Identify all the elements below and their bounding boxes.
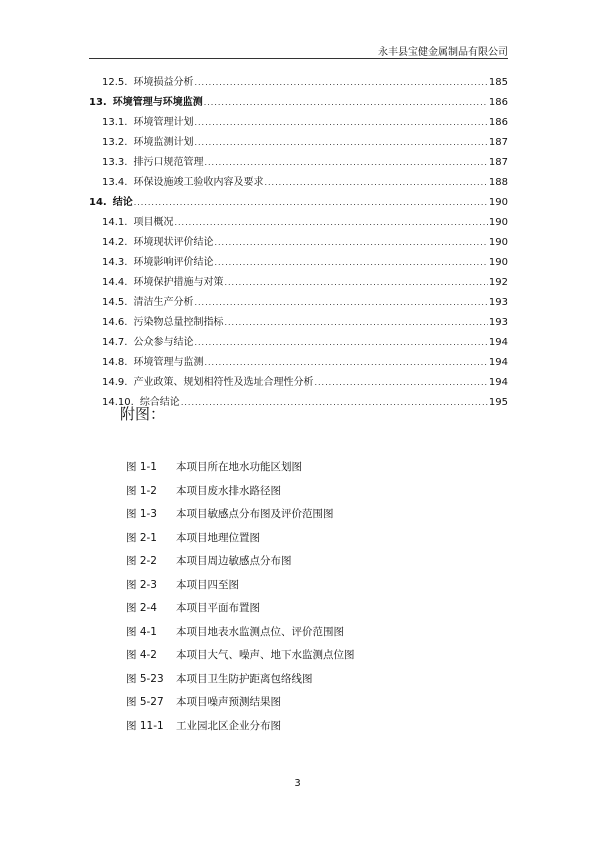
toc-leader-dots xyxy=(194,293,487,313)
toc-entry-page: 193 xyxy=(488,297,508,308)
toc-entry-title: 清洁生产分析 xyxy=(133,297,194,308)
figure-entry[interactable] xyxy=(126,715,355,739)
toc-entry-number: 14.7. xyxy=(102,337,128,348)
figure-number: 图 4-1 xyxy=(126,625,157,638)
toc-leader-dots xyxy=(214,233,487,253)
toc-entry-number: 13.3. xyxy=(102,157,128,168)
toc-entry[interactable] xyxy=(89,93,508,113)
figure-entry[interactable] xyxy=(126,621,355,645)
toc-entry-title: 项目概况 xyxy=(133,217,174,228)
figure-number: 图 1-2 xyxy=(126,484,157,497)
company-name: 永丰县宝健金属制品有限公司 xyxy=(378,47,508,58)
toc-leader-dots xyxy=(194,333,487,353)
toc-leader-dots xyxy=(204,153,487,173)
figure-number: 图 1-1 xyxy=(126,461,157,473)
toc-entry[interactable] xyxy=(89,233,508,253)
toc-entry-title: 环境管理与监测 xyxy=(133,357,204,368)
toc-entry-page: 190 xyxy=(488,217,508,228)
figure-title: 本项目噪声预测结果图 xyxy=(176,696,281,708)
toc-entry-number: 14.2. xyxy=(102,237,128,248)
toc-entry-page: 193 xyxy=(488,317,508,328)
toc-leader-dots xyxy=(181,393,488,413)
toc-entry[interactable] xyxy=(89,293,508,313)
figure-entry[interactable] xyxy=(126,644,355,668)
toc-leader-dots xyxy=(314,373,487,393)
toc-entry-title: 环境损益分析 xyxy=(133,77,194,88)
toc-entry[interactable] xyxy=(89,113,508,133)
figure-number: 图 2-1 xyxy=(126,531,157,544)
toc-entry-number: 13.2. xyxy=(102,137,128,148)
toc-entry-number: 14.1. xyxy=(102,217,128,228)
figure-number: 图 4-2 xyxy=(126,649,157,661)
figure-title: 本项目敏感点分布图及评价范围图 xyxy=(176,508,334,520)
toc-entry-page: 190 xyxy=(488,197,508,208)
toc-entry-page: 186 xyxy=(488,97,508,108)
figure-entry[interactable] xyxy=(126,550,355,574)
toc-entry[interactable] xyxy=(89,153,508,173)
toc-entry-page: 194 xyxy=(488,377,508,388)
toc-entry-number: 13.1. xyxy=(102,117,128,128)
toc-entry-number: 14.5. xyxy=(102,297,128,308)
toc-entry-title: 环保设施竣工验收内容及要求 xyxy=(133,177,264,188)
toc-entry-number: 14.10. xyxy=(102,397,134,408)
toc-entry-title: 环境保护措施与对策 xyxy=(133,277,224,288)
toc-entry-title: 环境现状评价结论 xyxy=(133,237,214,248)
figure-title: 本项目平面布置图 xyxy=(176,602,260,614)
toc-leader-dots xyxy=(204,93,488,113)
figure-entry[interactable] xyxy=(126,574,355,598)
toc-entry[interactable] xyxy=(89,133,508,153)
toc-entry-number: 13.4. xyxy=(102,177,128,188)
toc-entry-title: 综合结论 xyxy=(139,397,180,408)
toc-entry-page: 185 xyxy=(488,77,508,88)
figure-number: 图 2-2 xyxy=(126,555,157,567)
toc-entry-number: 14.8. xyxy=(102,357,128,368)
figure-title: 本项目大气、噪声、地下水监测点位图 xyxy=(176,649,355,661)
toc-entry[interactable] xyxy=(89,373,508,393)
figure-entry[interactable] xyxy=(126,480,355,504)
toc-entry[interactable] xyxy=(89,173,508,193)
toc-leader-dots xyxy=(204,353,487,373)
toc-entry-title: 结论 xyxy=(112,197,133,208)
toc-entry-page: 187 xyxy=(488,137,508,148)
toc-entry[interactable] xyxy=(89,253,508,273)
toc-entry-number: 14. xyxy=(89,197,107,208)
toc-entry-title: 环境管理与环境监测 xyxy=(112,97,203,108)
figure-entry[interactable] xyxy=(126,597,355,621)
toc-entry-page: 194 xyxy=(488,357,508,368)
toc-entry[interactable] xyxy=(89,353,508,373)
toc-entry[interactable] xyxy=(89,273,508,293)
toc-entry-title: 环境影响评价结论 xyxy=(133,257,214,268)
figure-entry[interactable] xyxy=(126,503,355,527)
toc-entry-number: 14.3. xyxy=(102,257,128,268)
figure-title: 本项目所在地水功能区划图 xyxy=(176,461,302,473)
toc-entry-number: 13. xyxy=(89,97,107,108)
toc-entry-page: 187 xyxy=(488,157,508,168)
toc-leader-dots xyxy=(194,113,487,133)
figure-number: 图 1-3 xyxy=(126,508,157,520)
toc-entry-page: 195 xyxy=(488,397,508,408)
figure-entry[interactable] xyxy=(126,527,355,551)
figure-number: 图 5-27 xyxy=(126,696,164,708)
toc-entry[interactable] xyxy=(89,333,508,353)
figure-title: 本项目废水排水路径图 xyxy=(176,484,281,497)
table-of-contents xyxy=(89,73,508,413)
toc-entry-page: 192 xyxy=(488,277,508,288)
toc-leader-dots xyxy=(214,253,487,273)
figure-title: 工业园北区企业分布图 xyxy=(176,719,281,732)
toc-leader-dots xyxy=(224,273,487,293)
figure-entry[interactable] xyxy=(126,668,355,692)
figures-heading: 附图： xyxy=(120,405,166,423)
toc-entry-page: 188 xyxy=(488,177,508,188)
toc-entry-number: 12.5. xyxy=(102,77,128,88)
toc-entry-number: 14.9. xyxy=(102,377,128,388)
toc-entry-page: 190 xyxy=(488,237,508,248)
figure-list xyxy=(126,456,355,738)
page-number: 3 xyxy=(294,778,301,789)
figure-title: 本项目周边敏感点分布图 xyxy=(176,555,292,567)
figure-number: 图 5-23 xyxy=(126,672,164,685)
toc-entry-page: 190 xyxy=(488,257,508,268)
toc-leader-dots xyxy=(264,173,487,193)
toc-leader-dots xyxy=(194,73,487,93)
toc-entry-title: 公众参与结论 xyxy=(133,337,194,348)
toc-entry[interactable] xyxy=(89,73,508,93)
toc-entry-title: 污染物总量控制指标 xyxy=(133,317,224,328)
figure-title: 本项目地表水监测点位、评价范围图 xyxy=(176,625,344,638)
page-header xyxy=(89,40,508,59)
figure-title: 本项目地理位置图 xyxy=(176,531,260,544)
toc-entry[interactable] xyxy=(89,313,508,333)
figure-entry[interactable] xyxy=(126,456,355,480)
toc-leader-dots xyxy=(194,133,487,153)
toc-entry[interactable] xyxy=(89,193,508,213)
toc-entry-page: 194 xyxy=(488,337,508,348)
toc-leader-dots xyxy=(224,313,487,333)
toc-entry-title: 环境监测计划 xyxy=(133,137,194,148)
toc-entry-title: 排污口规范管理 xyxy=(133,157,204,168)
toc-leader-dots xyxy=(174,213,487,233)
toc-entry-number: 14.4. xyxy=(102,277,128,288)
figure-entry[interactable] xyxy=(126,691,355,715)
toc-entry-title: 环境管理计划 xyxy=(133,117,194,128)
toc-entry-page: 186 xyxy=(488,117,508,128)
toc-entry[interactable] xyxy=(89,213,508,233)
toc-leader-dots xyxy=(134,193,488,213)
figure-number: 图 11-1 xyxy=(126,719,164,732)
toc-entry-title: 产业政策、规划相符性及选址合理性分析 xyxy=(133,377,314,388)
figure-title: 本项目卫生防护距离包络线图 xyxy=(176,672,313,685)
figure-title: 本项目四至图 xyxy=(176,578,239,591)
figure-number: 图 2-4 xyxy=(126,602,157,614)
figure-number: 图 2-3 xyxy=(126,578,157,591)
toc-entry-number: 14.6. xyxy=(102,317,128,328)
